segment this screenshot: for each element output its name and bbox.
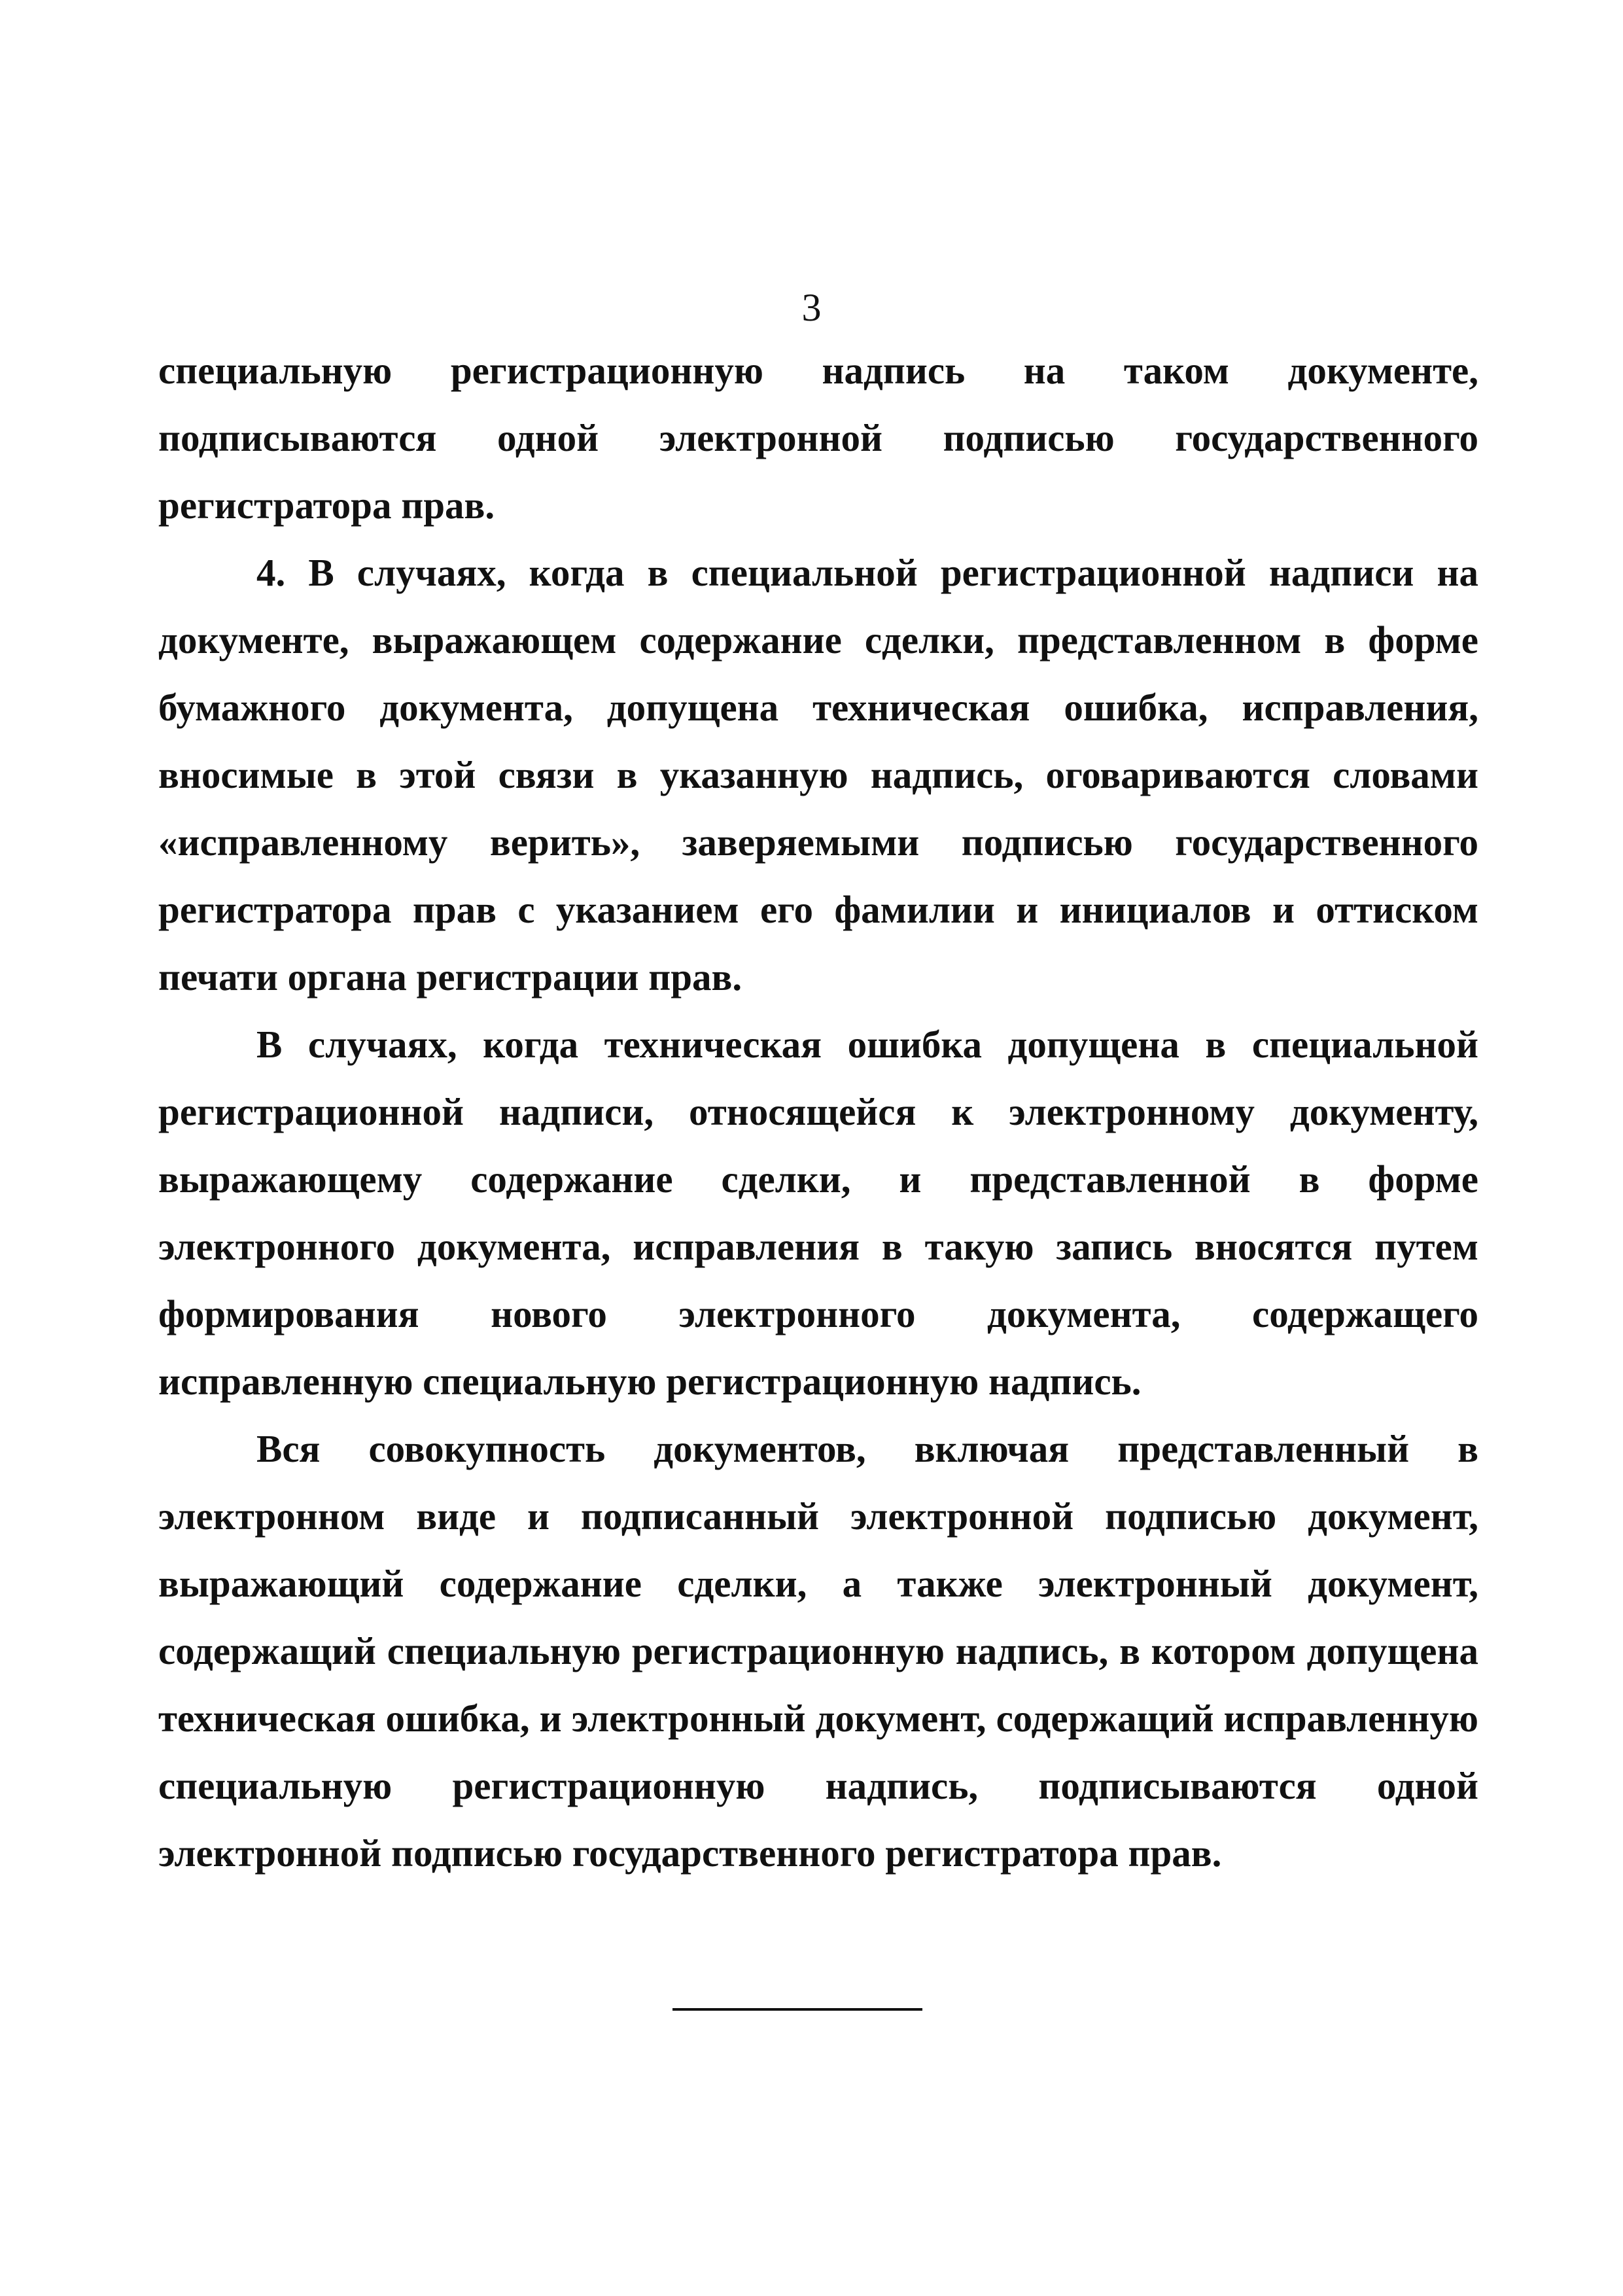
paragraph-item-4: 4. В случаях, когда в специальной регистрационной надписи на документе, выражающем содержание сделки, представленном в форме бумажного документа, допущена техническая ошибка, исправления, вносимые в этой связи в указанную надпись, оговариваются словами «исправленному верить», заверяемыми подписью государственного регистратора прав с указанием его фамилии и инициалов и оттиском печати органа регистрации прав. [158, 551, 1478, 998]
paragraph-documents-signature: Вся совокупность документов, включая представленный в электронном виде и подписанный электронной подписью документ, выражающий содержание сделки, а также электронный документ, содержащий специальную регистрационную надпись, в котором допущена техническая ошибка, и электронный документ, содержащий исправленную специальную регистрационную надпись, подписываются одной электронной подписью государственного регистратора прав. [158, 1427, 1478, 1875]
paragraph-electronic-error: В случаях, когда техническая ошибка допущена в специальной регистрационной надписи, относящейся к электронному документу, выражающему содержание сделки, и представленной в форме электронного документа, исправления в такую запись вносятся путем формирования нового электронного документа, содержащего исправленную специальную регистрационную надпись. [158, 1023, 1478, 1403]
paragraph-continuation: специальную регистрационную надпись на таком документе, подписываются одной электронной подписью государственного регистратора прав. [158, 349, 1478, 527]
document-body [158, 337, 1478, 1887]
page-number: 3 [801, 286, 822, 329]
end-of-text-rule [672, 2008, 922, 2011]
